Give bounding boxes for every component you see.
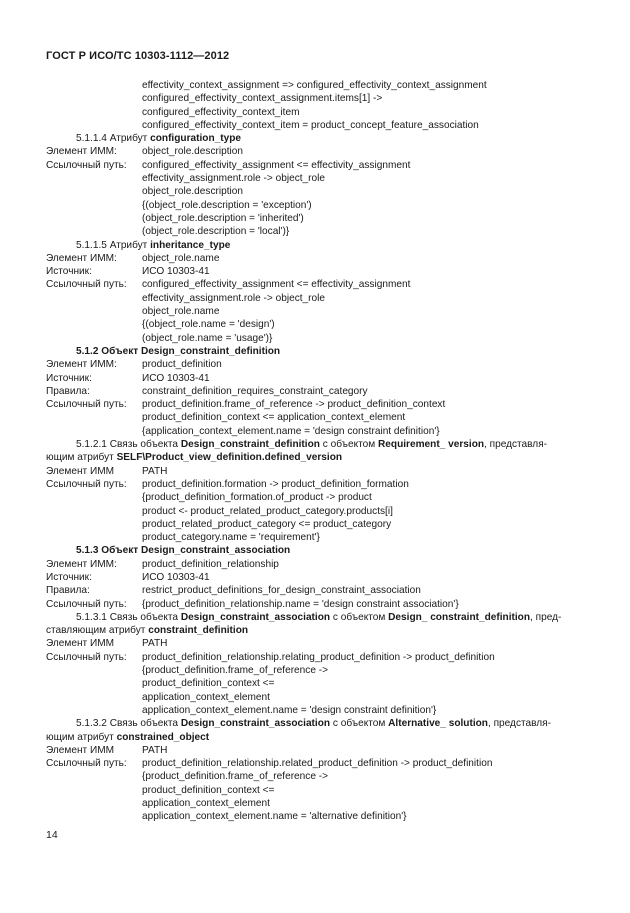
ref-path-label: Ссылочный путь: [46,399,127,411]
page-number: 14 [46,829,58,841]
ref-path-line: {(object_role.description = 'exception') [142,199,312,211]
section-heading-5121: 5.1.2.1 Связь объекта Design_constraint_definition с объектом Requirement_ version, представля- [76,439,548,451]
document-header: ГОСТ Р ИСО/ТС 10303-1112—2012 [46,50,230,62]
ref-path-line: configured_effectivity_assignment <= effectivity_assignment [142,279,411,291]
ref-path-line: configured_effectivity_context_item = product_concept_feature_association [142,119,479,131]
element-value: object_role.name [142,252,220,264]
ref-path-line: product <- product_related_product_category.products[i] [142,505,393,517]
section-heading-512: 5.1.2 Объект Design_constraint_definition [76,345,281,357]
ref-path-line: product_definition_context <= [142,784,275,796]
ref-path-line: effectivity_assignment.role -> object_role [142,292,325,304]
ref-path-line: product_definition.frame_of_reference -> product_definition_context [142,399,446,411]
source-value: ИСО 10303-41 [142,571,210,583]
rules-label: Правила: [46,385,90,397]
ref-path-line: {product_definition.frame_of_reference -> [142,771,329,783]
element-label: Элемент ИММ: [46,252,117,264]
ref-path-line: {(object_role.name = 'design') [142,319,275,331]
section-heading-513: 5.1.3 Объект Design_constraint_association [76,545,291,557]
ref-path-label: Ссылочный путь: [46,159,127,171]
element-label: Элемент ИММ: [46,146,117,158]
section-heading-5114: 5.1.1.4 Атрибут configuration_type [76,133,241,145]
element-value: PATH [142,638,168,650]
ref-path-label: Ссылочный путь: [46,598,127,610]
section-heading-5131: 5.1.3.1 Связь объекта Design_constraint_association с объектом Design_ constraint_definition, пред- [76,611,562,623]
element-value: PATH [142,465,168,477]
section-heading-5115: 5.1.1.5 Атрибут inheritance_type [76,239,231,251]
ref-path-line: product_definition_context <= [142,678,275,690]
ref-path-line: configured_effectivity_assignment <= effectivity_assignment [142,159,411,171]
rules-value: restrict_product_definitions_for_design_constraint_association [142,585,421,597]
ref-path-line: product_definition.formation -> product_definition_formation [142,478,409,490]
section-heading-5132: 5.1.3.2 Связь объекта Design_constraint_association с объектом Alternative_ solution, представля- [76,718,551,730]
ref-path-line: application_context_element [142,691,270,703]
ref-path-line: product_definition_relationship.relating_product_definition -> product_definition [142,651,495,663]
element-value: PATH [142,744,168,756]
ref-path-line: effectivity_context_assignment => configured_effectivity_context_assignment [142,80,487,91]
ref-path-line: {application_context_element.name = 'design constraint definition'} [142,425,440,437]
ref-path-line: object_role.description [142,186,243,198]
element-value: object_role.description [142,146,243,158]
ref-path-line: product_related_product_category <= product_category [142,518,392,530]
ref-path-label: Ссылочный путь: [46,279,127,291]
ref-path-line: object_role.name [142,306,220,318]
ref-path-line: (object_role.description = 'inherited') [142,212,304,224]
source-label: Источник: [46,372,92,384]
element-label: Элемент ИММ [46,638,115,650]
element-label: Элемент ИММ [46,465,115,477]
ref-path-line: application_context_element.name = 'alternative definition'} [142,811,407,823]
ref-path-label: Ссылочный путь: [46,478,127,490]
ref-path-line: effectivity_assignment.role -> object_role [142,173,325,185]
ref-path-line: product_category.name = 'requirement'} [142,532,320,544]
source-value: ИСО 10303-41 [142,372,210,384]
ref-path-line: {product_definition_formation.of_product -> product [142,492,372,504]
ref-path-line: application_context_element.name = 'design constraint definition'} [142,704,437,716]
ref-path-line: product_definition_context <= application_context_element [142,412,406,424]
rules-value: constraint_definition_requires_constraint_category [142,385,368,397]
ref-path-label: Ссылочный путь: [46,758,127,770]
element-label: Элемент ИММ: [46,558,117,570]
element-label: Элемент ИММ [46,744,115,756]
ref-path-line: configured_effectivity_context_assignment.items[1] -> [142,93,383,105]
element-value: product_definition_relationship [142,558,279,570]
ref-path-line: product_definition_relationship.related_product_definition -> product_definition [142,758,493,770]
element-value: product_definition [142,359,222,371]
ref-path-line: application_context_element [142,798,270,810]
source-value: ИСО 10303-41 [142,266,210,278]
element-label: Элемент ИММ: [46,359,117,371]
document-body: effectivity_context_assignment => configured_effectivity_context_assignment configured_effectivity_context_assignment.items[1] -> configured_effectivity_context_item configured_effectivity_context_item = product_concept_feature_association 5.1.1.4 Атрибут configuration_type Элемент ИММ: object_role.description Ссылочный путь: configured_effectivity_assignment <= effectivity_assignment effectivity_assignment.role -> object_role object_role.description {(object_role.description = 'exception') (object_role.description = 'inherited') (object_role.description = 'local')} 5.1.1.5 Атрибут inheritance_type Элемент ИММ: object_role.name Источник: ИСО 10303-41 Ссылочный путь: configured_effectivity_assignment <= effectivity_assignment effectivity_assignment.role -> object_role object_role.name {(object_role.name = 'design') (object_role.name = 'usage')} 5.1.2 Объект Design_constraint_definition Элемент ИММ: product_definition Источник: ИСО 10303-41 Правила: constraint_definition_requires_constraint_category Ссылочный путь: product_definition.frame_of_reference -> product_definition_context product_definition_context <= application_context_element {application_context_element.name = 'design constraint definition'} 5.1.2.1 Связь объекта Design_constraint_definition с объектом Requirement_ version, представля- ющим атрибут SELF\Product_view_definition.defined_version Элемент ИММ PATH Ссылочный путь: product_definition.formation -> product_definition_formation {product_definition_formation.of_product -> product product <- product_related_product_category.products[i] product_related_product_category <= product_category product_category.name = 'requirement'} 5.1.3 Объект Design_constraint_association Элемент ИММ: product_definition_relationship Источник: ИСО 10303-41 Правила: restrict_product_definitions_for_design_constraint_association Ссылочный путь: {product_definition_relationship.name = 'design constraint association'} 5.1.3.1 Связь объекта Design_constraint_association с объектом Design_ constraint_definition, пред- ставляющим атрибут constraint_definition Элемент ИММ PATH Ссылочный путь: product_definition_relationship.relating_product_definition -> product_definition {product_definition.frame_of_reference -> product_definition_context <= application_context_element application_context_element.name = 'design constraint definition'} 5.1.3.2 Связь объекта Design_constraint_association с объектом Alternative_ solution, представля- ющим атрибут constrained_object Элемент ИММ PATH Ссылочный путь: product_definition_relationship.related_product_definition -> product_definition {product_definition.frame_of_reference -> product_definition_context <= application_context_element application_context_element.name = 'alternative definition'} [46,79,586,824]
rules-label: Правила: [46,585,90,597]
source-label: Источник: [46,266,92,278]
ref-path-label: Ссылочный путь: [46,651,127,663]
source-label: Источник: [46,571,92,583]
ref-path-line: configured_effectivity_context_item [142,106,300,118]
ref-path-line: (object_role.description = 'local')} [142,226,290,238]
ref-path-line: {product_definition_relationship.name = 'design constraint association'} [142,598,459,610]
ref-path-line: (object_role.name = 'usage')} [142,332,273,344]
ref-path-line: {product_definition.frame_of_reference -> [142,665,329,677]
